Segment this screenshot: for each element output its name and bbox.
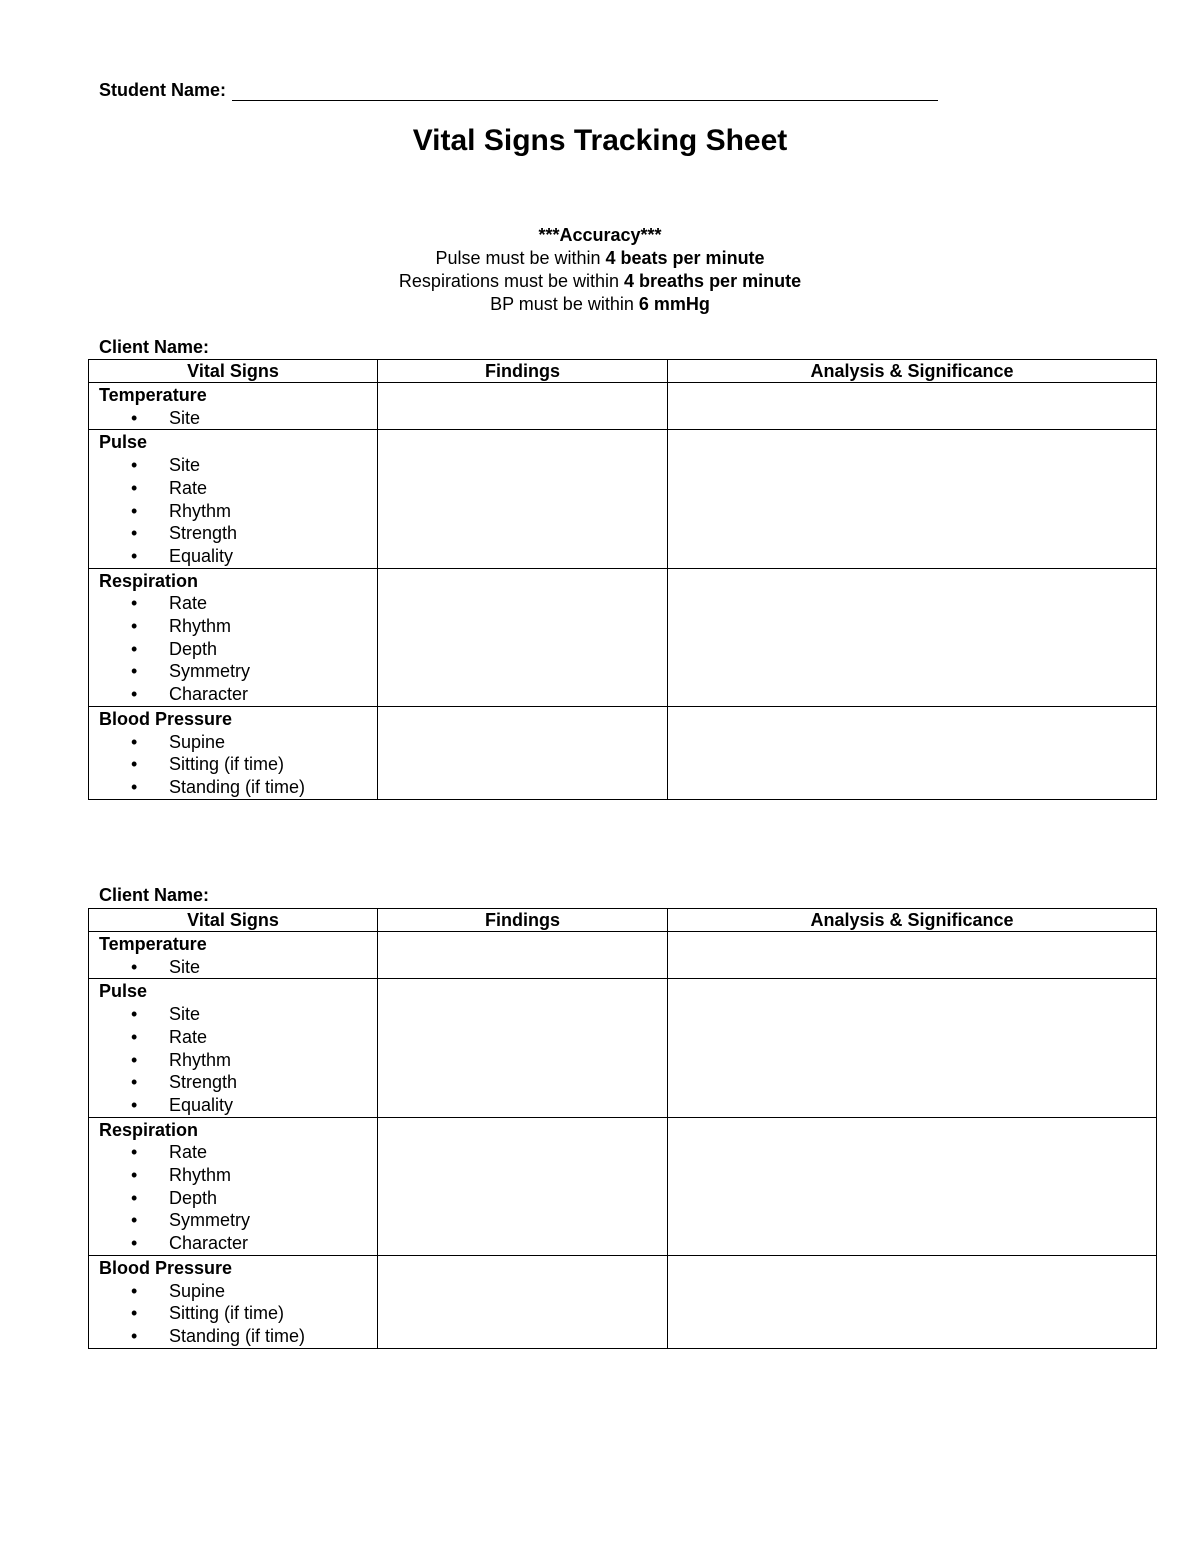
accuracy-line-pulse	[0, 247, 1200, 270]
page-title: Vital Signs Tracking Sheet	[412, 124, 788, 157]
vital-sign-category: Temperature	[99, 934, 207, 954]
list-item: • Rate	[99, 592, 367, 615]
analysis-cell[interactable]	[668, 383, 1157, 430]
analysis-cell[interactable]	[668, 1255, 1157, 1348]
column-header: Findings	[378, 909, 668, 932]
table-row	[89, 383, 1157, 430]
table-row	[89, 568, 1157, 706]
analysis-cell[interactable]	[668, 979, 1157, 1117]
student-name-line	[99, 80, 938, 101]
findings-cell[interactable]	[378, 383, 668, 430]
vital-sign-category: Temperature	[99, 385, 207, 405]
column-header: Findings	[378, 360, 668, 383]
accuracy-value: 4 beats per minute	[605, 248, 765, 268]
table-header-row	[89, 360, 1157, 383]
table-row	[89, 1255, 1157, 1348]
accuracy-text: Respirations must be within	[398, 271, 625, 291]
list-item: • Site	[99, 1003, 367, 1026]
table-row	[89, 430, 1157, 568]
vital-sign-cell	[89, 979, 378, 1117]
column-header: Vital Signs	[89, 909, 378, 932]
list-item: • Character	[99, 683, 367, 706]
vital-sign-items	[99, 592, 367, 706]
vital-sign-cell	[89, 430, 378, 568]
client-name-label: Client Name:	[99, 337, 210, 357]
analysis-cell[interactable]	[668, 706, 1157, 799]
table-row	[89, 1117, 1157, 1255]
vital-sign-items	[99, 454, 367, 568]
accuracy-value: 4 breaths per minute	[624, 271, 802, 291]
vital-sign-cell	[89, 1255, 378, 1348]
list-item: • Site	[99, 454, 367, 477]
list-item: • Rhythm	[99, 500, 367, 523]
analysis-cell[interactable]	[668, 1117, 1157, 1255]
vital-signs-table	[88, 908, 1157, 1349]
vital-signs-table	[88, 359, 1157, 800]
list-item: • Depth	[99, 638, 367, 661]
vital-sign-category: Blood Pressure	[99, 708, 233, 729]
findings-cell[interactable]	[378, 1255, 668, 1348]
findings-cell[interactable]	[378, 1117, 668, 1255]
table-row	[89, 979, 1157, 1117]
analysis-cell[interactable]	[668, 568, 1157, 706]
vital-sign-category: Respiration	[99, 1119, 199, 1140]
list-item: • Strength	[99, 522, 367, 545]
list-item: • Supine	[99, 731, 367, 754]
list-item: • Supine	[99, 1280, 367, 1303]
findings-cell[interactable]	[378, 706, 668, 799]
table-header-row	[89, 909, 1157, 932]
findings-cell[interactable]	[378, 979, 668, 1117]
list-item: • Site	[99, 956, 367, 979]
list-item: • Sitting (if time)	[99, 753, 367, 776]
list-item: • Rhythm	[99, 1049, 367, 1072]
vital-sign-items	[99, 1003, 367, 1117]
accuracy-block	[0, 224, 1200, 316]
table-row	[89, 932, 1157, 979]
list-item: • Standing (if time)	[99, 1325, 367, 1348]
vital-sign-items	[99, 956, 367, 979]
list-item: • Equality	[99, 1094, 367, 1117]
list-item: • Equality	[99, 545, 367, 568]
vital-sign-category: Pulse	[99, 432, 148, 453]
vital-sign-cell	[89, 932, 378, 979]
vital-sign-items	[99, 731, 367, 799]
analysis-cell[interactable]	[668, 932, 1157, 979]
findings-cell[interactable]	[378, 932, 668, 979]
vital-sign-category: Blood Pressure	[99, 1257, 233, 1278]
accuracy-text: BP must be within	[490, 294, 639, 314]
table-row	[89, 706, 1157, 799]
list-item: • Strength	[99, 1071, 367, 1094]
accuracy-line-bp	[0, 293, 1200, 316]
list-item: • Sitting (if time)	[99, 1302, 367, 1325]
list-item: • Symmetry	[99, 1209, 367, 1232]
vital-sign-items	[99, 407, 367, 430]
vital-sign-category: Pulse	[99, 981, 148, 1002]
list-item: • Standing (if time)	[99, 776, 367, 799]
vital-sign-cell	[89, 568, 378, 706]
accuracy-text: Pulse must be within	[435, 248, 606, 268]
accuracy-line-respirations	[0, 270, 1200, 293]
list-item: • Rate	[99, 1141, 367, 1164]
column-header: Analysis & Significance	[668, 909, 1157, 932]
list-item: • Rate	[99, 1026, 367, 1049]
accuracy-value: 6 mmHg	[638, 294, 710, 314]
findings-cell[interactable]	[378, 430, 668, 568]
list-item: • Site	[99, 407, 367, 430]
vital-sign-cell	[89, 706, 378, 799]
vital-sign-cell	[89, 383, 378, 430]
vital-sign-items	[99, 1141, 367, 1255]
list-item: • Depth	[99, 1187, 367, 1210]
client-name-label: Client Name:	[99, 885, 210, 905]
vital-sign-items	[99, 1280, 367, 1348]
list-item: • Rhythm	[99, 1164, 367, 1187]
vital-sign-category: Respiration	[99, 570, 199, 591]
list-item: • Character	[99, 1232, 367, 1255]
analysis-cell[interactable]	[668, 430, 1157, 568]
vital-sign-cell	[89, 1117, 378, 1255]
column-header: Analysis & Significance	[668, 360, 1157, 383]
student-name-blank[interactable]	[232, 80, 938, 101]
findings-cell[interactable]	[378, 568, 668, 706]
list-item: • Rate	[99, 477, 367, 500]
list-item: • Rhythm	[99, 615, 367, 638]
accuracy-heading: ***Accuracy***	[538, 225, 662, 245]
student-name-label: Student Name:	[99, 80, 227, 100]
list-item: • Symmetry	[99, 660, 367, 683]
column-header: Vital Signs	[89, 360, 378, 383]
